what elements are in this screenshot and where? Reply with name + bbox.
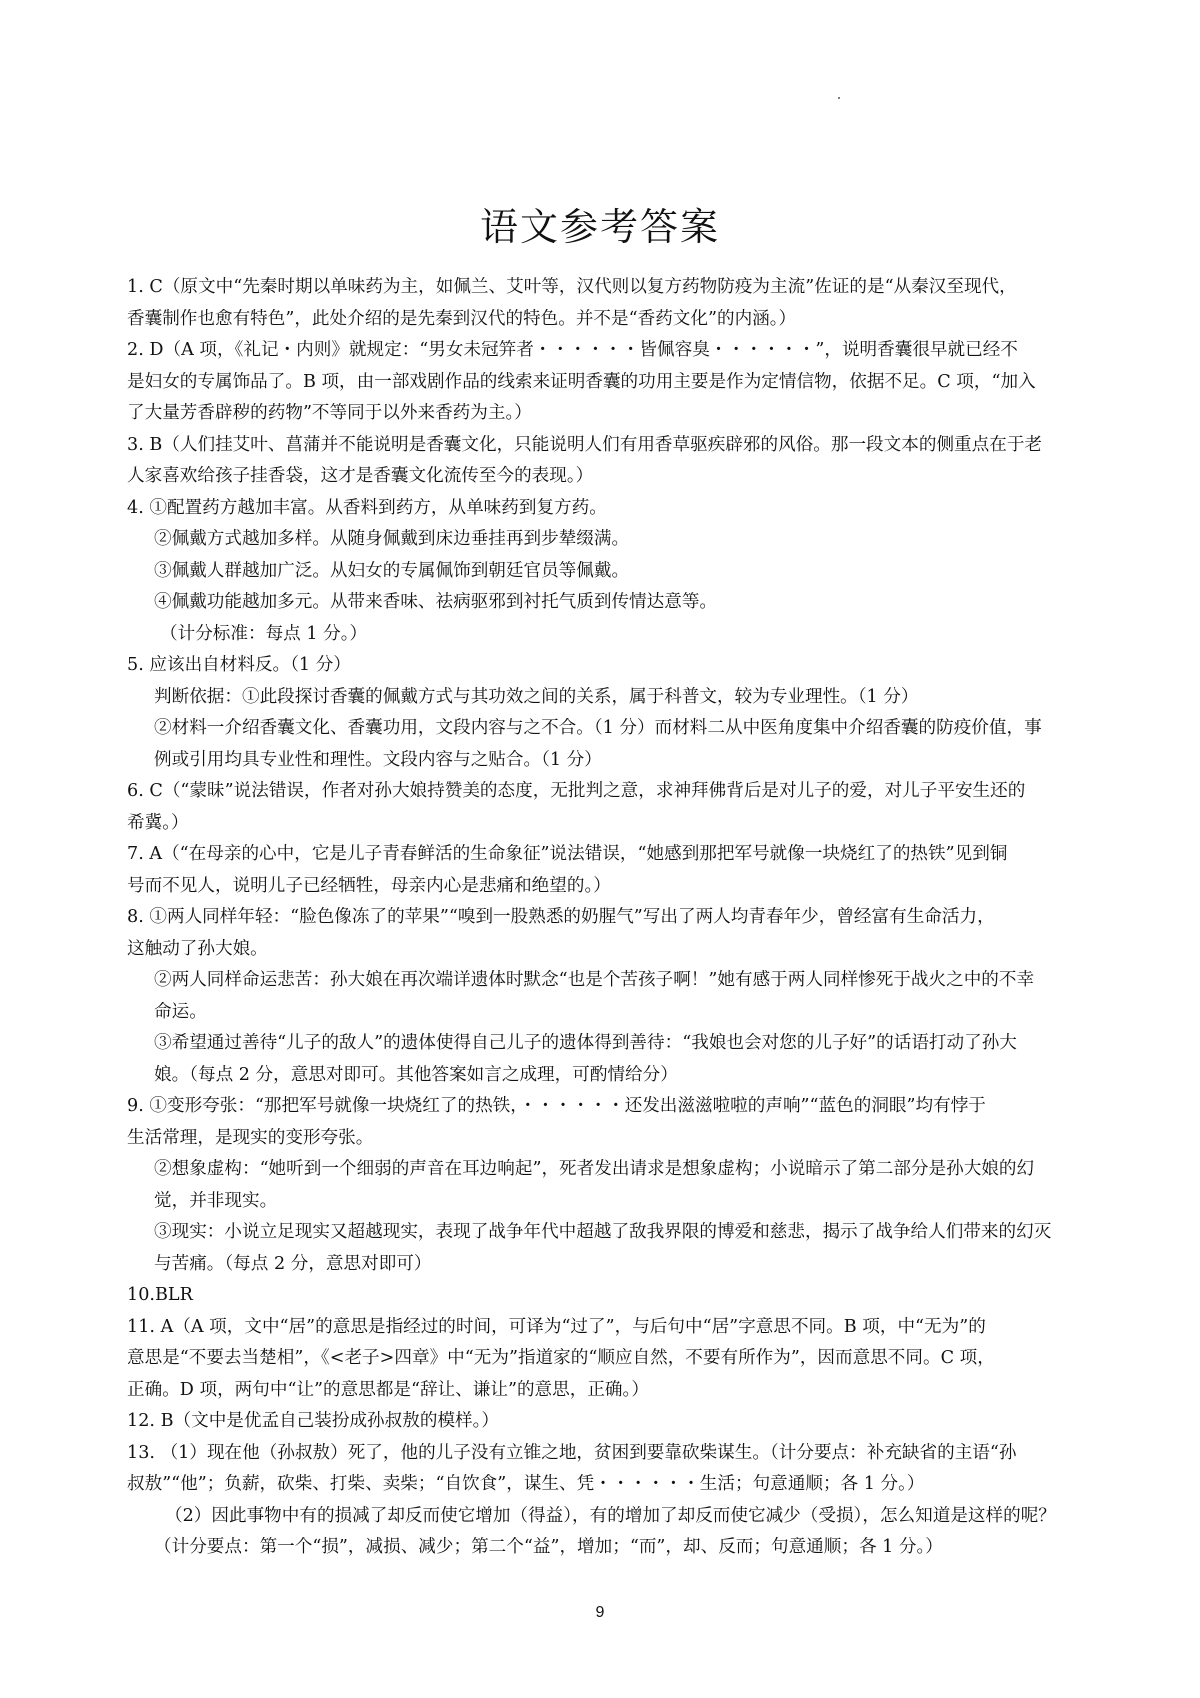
text-line: 娘。（每点 2 分，意思对即可。其他答案如言之成理，可酌情给分） — [154, 1064, 678, 1085]
text-line: 生活常理，是现实的变形夸张。 — [127, 1127, 374, 1148]
text-line: 10.BLR — [127, 1285, 193, 1305]
page-number: 9 — [595, 1604, 605, 1621]
text-line: 意思是“不要去当楚相”，《<老子>四章》中“无为”指道家的“顺应自然，不要有所作为”，因而意思不同。C 项， — [127, 1348, 995, 1368]
text-line: 7. A（“在母亲的心中，它是儿子青春鲜活的生命象征”说法错误，“她感到那把军号就像一块烧红了的热铁”见到铜 — [127, 844, 1008, 864]
text-line: 号而不见人，说明儿子已经牺牲，母亲内心是悲痛和绝望的。） — [127, 875, 611, 896]
text-line: ②材料一介绍香囊文化、香囊功用，文段内容与之不合。（1 分）而材料二从中医角度集中介绍香囊的防疫价值，事 — [154, 718, 1042, 738]
text-line: 12. B（文中是优孟自己装扮成孙叔敖的模样。） — [127, 1411, 499, 1431]
text-line: ③佩戴人群越加广泛。从妇女的专属佩饰到朝廷官员等佩戴。 — [154, 560, 630, 581]
text-line: ④佩戴功能越加多元。从带来香味、祛病驱邪到衬托气质到传情达意等。 — [154, 592, 718, 612]
text-line: 正确。D 项，两句中“让”的意思都是“辞让、谦让”的意思，正确。） — [127, 1379, 649, 1400]
text-line: （2）因此事物中有的损减了却反而使它增加（得益），有的增加了却反而使它减少（受损），怎么知道是这样的呢？ — [165, 1505, 1056, 1526]
text-line: 叔敖”“他”；负薪，砍柴、打柴、卖柴；“自饮食”，谋生、凭・・・・・・生活；句意通顺；各 1 分。） — [127, 1474, 925, 1494]
text-line: 5. 应该出自材料反。（1 分） — [127, 655, 351, 675]
text-line: 希冀。） — [127, 812, 189, 833]
text-line: ②想象虚构：“她听到一个细弱的声音在耳边响起”，死者发出请求是想象虚构；小说暗示了第二部分是孙大娘的幻 — [154, 1159, 1035, 1179]
text-line: 例或引用均具专业性和理性。文段内容与之贴合。（1 分） — [154, 749, 602, 770]
text-line: 3. B（人们挂艾叶、菖蒲并不能说明是香囊文化，只能说明人们有用香草驱疾辟邪的风俗。那一段文本的侧重点在于老 — [127, 434, 1043, 455]
text-line: 命运。 — [154, 1001, 207, 1022]
page-title: 语文参考答案 — [479, 205, 720, 249]
text-line: ②两人同样命运悲苦：孙大娘在再次端详遗体时默念“也是个苦孩子啊！”她有感于两人同样惨死于战火之中的不幸 — [154, 970, 1035, 990]
text-line: 4. ①配置药方越加丰富。从香料到药方，从单味药到复方药。 — [127, 497, 607, 518]
text-line: 8. ①两人同样年轻：“脸色像冻了的苹果”“嗅到一股熟悉的奶腥气”写出了两人均青春年少，曾经富有生命活力， — [127, 907, 995, 927]
text-line: 与苦痛。（每点 2 分，意思对即可） — [154, 1253, 432, 1274]
text-line: 这触动了孙大娘。 — [127, 938, 268, 959]
text-line: 6. C（“蒙昧”说法错误，作者对孙大娘持赞美的态度，无批判之意，求神拜佛背后是对儿子的爱，对儿子平安生还的 — [127, 781, 1026, 801]
text-line: 13. （1）现在他（孙叔敖）死了，他的儿子没有立锥之地，贫困到要靠砍柴谋生。（计分要点：补充缺省的主语“孙 — [127, 1442, 1017, 1463]
text-line: 香囊制作也愈有特色”，此处介绍的是先秦到汉代的特色。并不是“香药文化”的内涵。） — [127, 308, 797, 329]
text-line: ③现实：小说立足现实又超越现实，表现了战争年代中超越了敌我界限的博爱和慈悲，揭示了战争给人们带来的幻灭 — [154, 1222, 1052, 1242]
text-line: 9. ①变形夸张：“那把军号就像一块烧红了的热铁，・・・・・・还发出滋滋啦啦的声响”“蓝色的洞眼”均有悖于 — [127, 1096, 986, 1116]
answer-content — [127, 272, 1080, 1564]
text-line: （计分标准：每点 1 分。） — [160, 623, 368, 644]
text-line: ③希望通过善待“儿子的敌人”的遗体使得自己儿子的遗体得到善待：“我娘也会对您的儿子好”的话语打动了孙大 — [154, 1033, 1017, 1053]
text-line: 判断依据：①此段探讨香囊的佩戴方式与其功效之间的关系，属于科普文，较为专业理性。（1 分） — [154, 686, 919, 707]
text-line: ②佩戴方式越加多样。从随身佩戴到床边垂挂再到步辇缀满。 — [154, 529, 630, 549]
text-line: （计分要点：第一个“损”，减损、减少；第二个“益”，增加；“而”，却、反而；句意通顺；各 1 分。） — [154, 1537, 943, 1557]
text-line: 11. A（A 项，文中“居”的意思是指经过的时间，可译为“过了”，与后句中“居”字意思不同。B 项，中“无为”的 — [127, 1316, 986, 1337]
text-line: 1. C（原文中“先秦时期以单味药为主，如佩兰、艾叶等，汉代则以复方药物防疫为主流”佐证的是“从秦汉至现代， — [127, 277, 1017, 297]
text-line: 觉，并非现实。 — [154, 1190, 278, 1211]
top-dot-mark — [838, 97, 840, 99]
text-line: 了大量芳香辟秽的药物”不等同于以外来香药为主。） — [127, 403, 532, 423]
text-line: 2. D（A 项，《礼记・内则》就规定：“男女未冠笄者・・・・・・皆佩容臭・・・・・・”，说明香囊很早就已经不 — [127, 340, 1018, 360]
text-line: 是妇女的专属饰品了。B 项，由一部戏剧作品的线索来证明香囊的功用主要是作为定情信物，依据不足。C 项，“加入 — [127, 371, 1036, 392]
text-line: 人家喜欢给孩子挂香袋，这才是香囊文化流传至今的表现。） — [127, 466, 594, 486]
